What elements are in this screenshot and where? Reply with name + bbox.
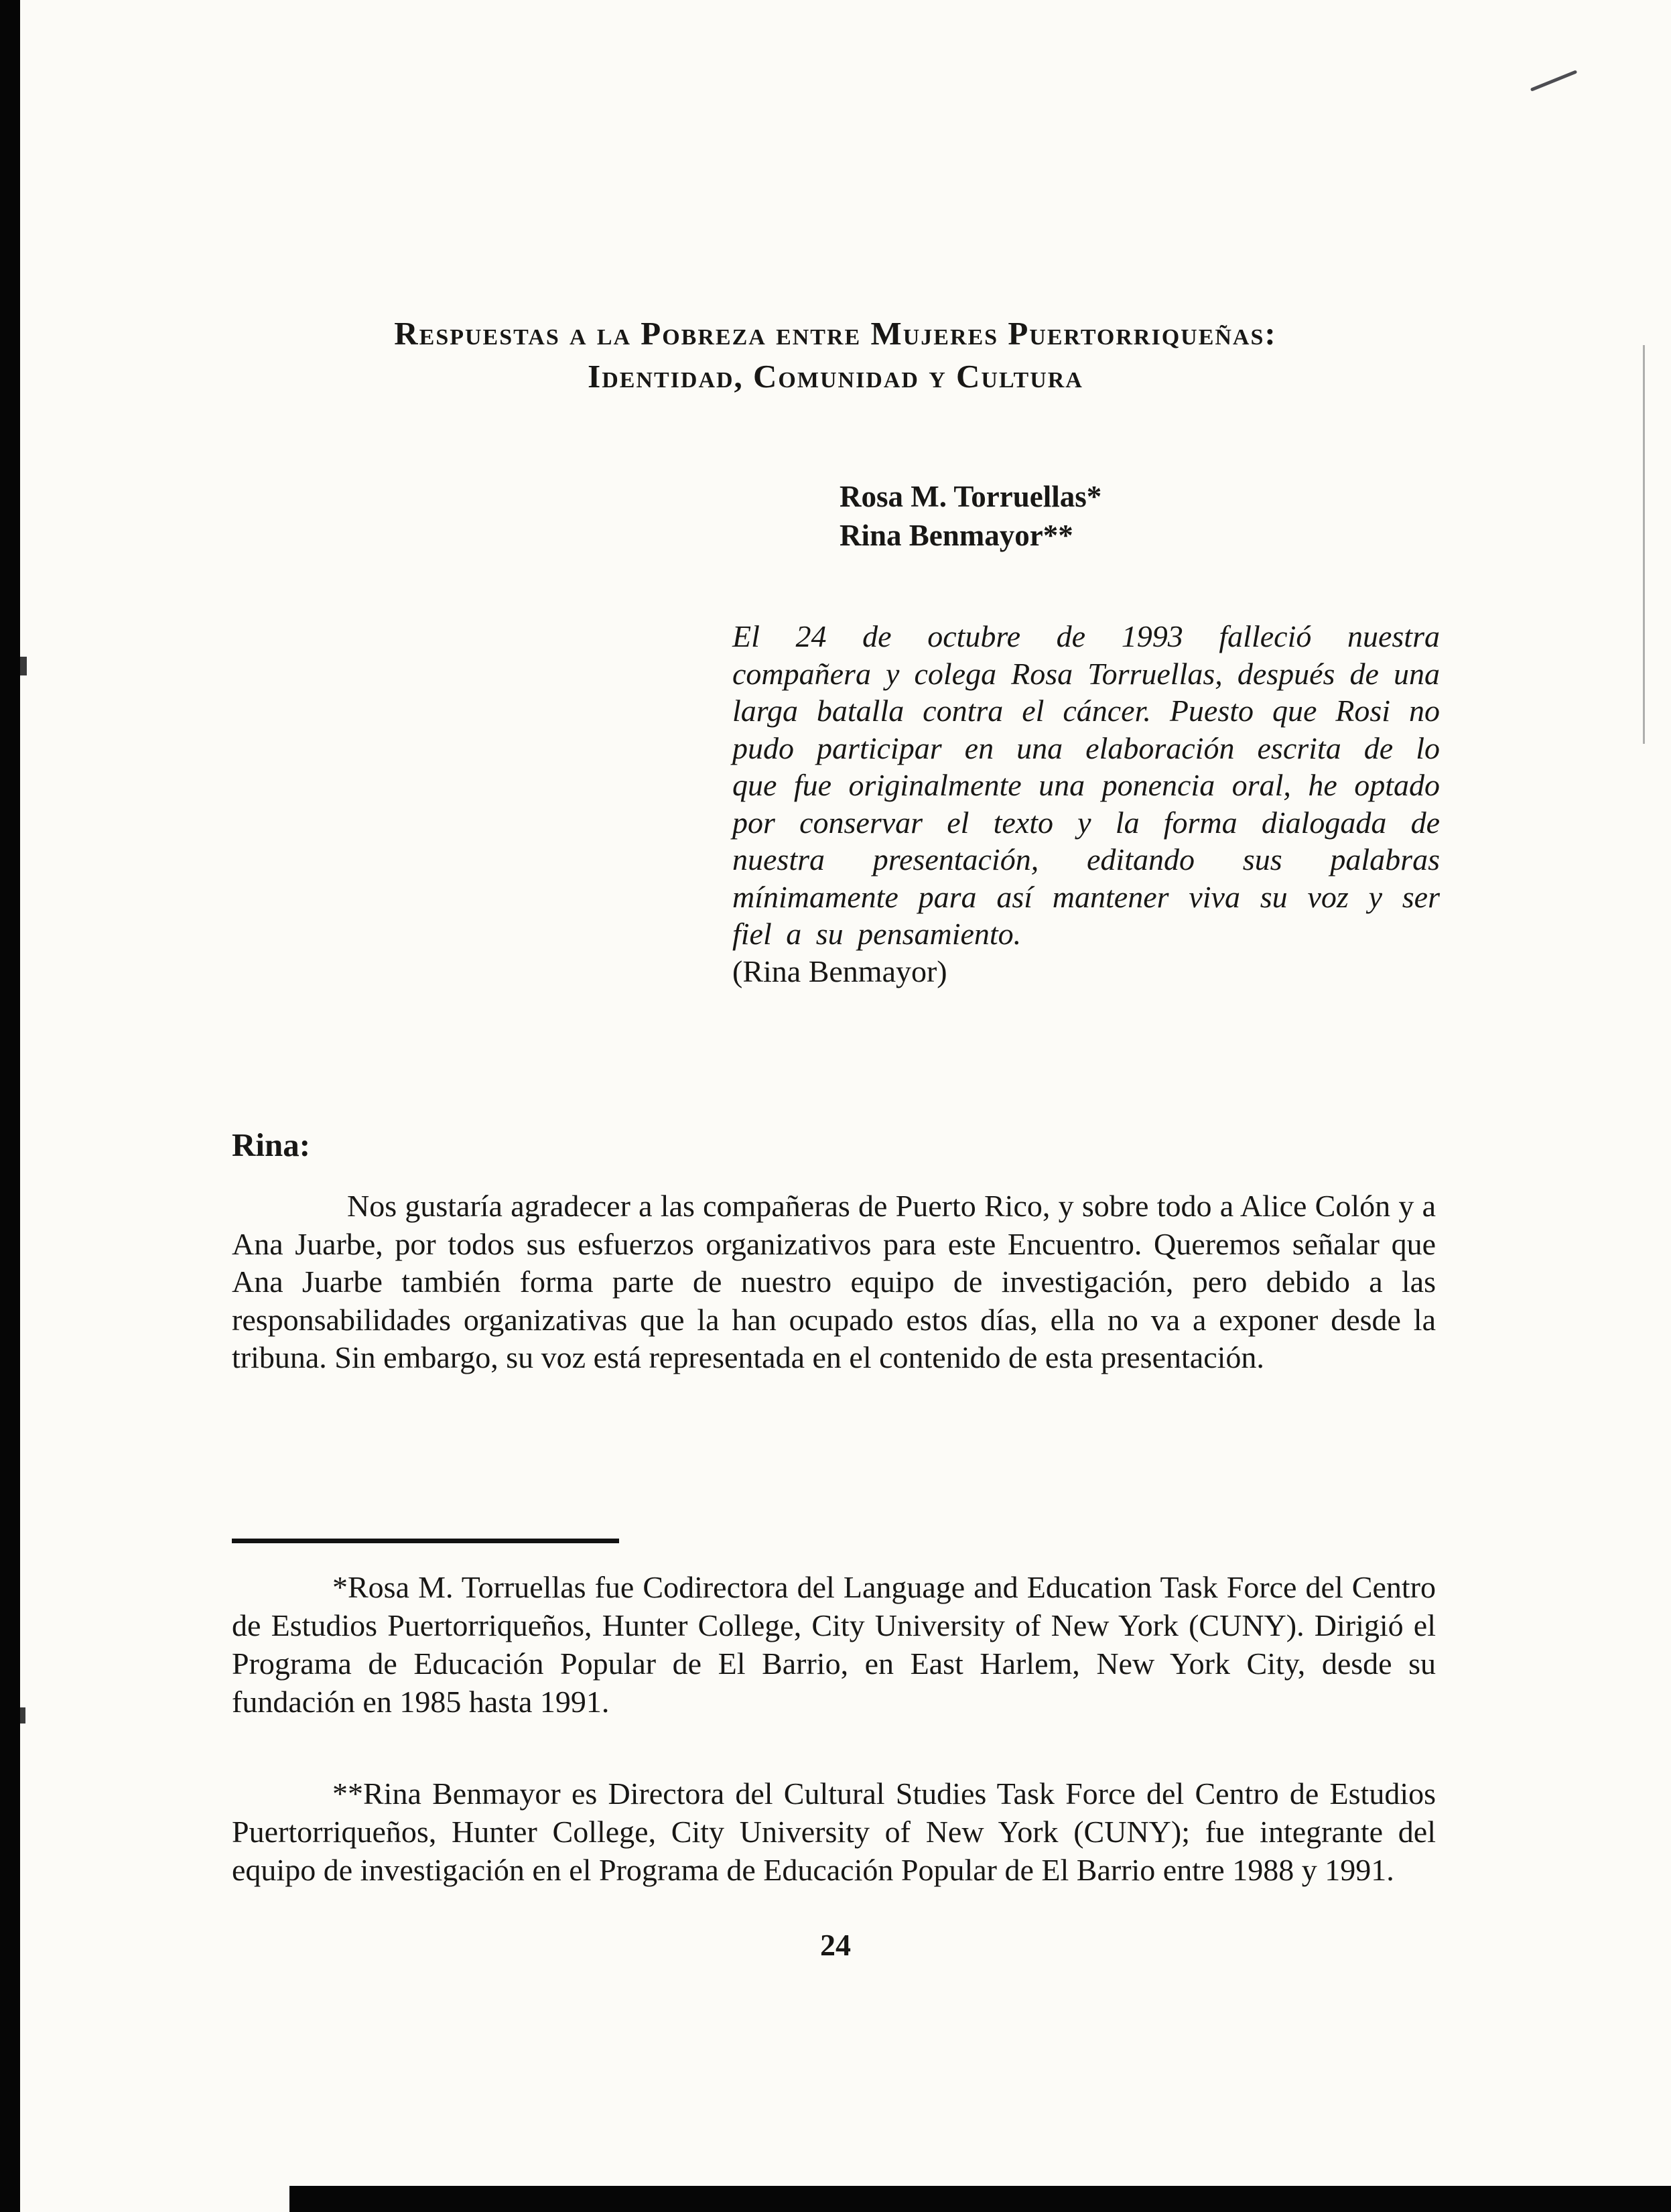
epigraph-text: El 24 de octubre de 1993 falleció nuestra compañera y colega Rosa Torruellas, después de una larga batalla contra el cáncer. Puesto que Rosi no pudo participar en una elaboración escrita de lo que fue originalmente una ponencia oral, he optado por conservar el texto y la forma dialogada de nuestra presentación, editando sus palabras mínimamente para así mantener viva su voz y ser fiel a su pensamiento. (732, 619, 1440, 951)
body-paragraph: Nos gustaría agradecer a las compañeras de Puerto Rico, y sobre todo a Alice Colón y a Ana Juarbe, por todos sus esfuerzos organizativos para este Encuentro. Queremos señalar que Ana Juarbe también forma parte de nuestro equipo de investigación, pero debido a las responsabilidades organizativas que la han ocupado estos días, ella no va a exponer desde la tribuna. Sin embargo, su voz está representada en el contenido de esta presentación. (232, 1189, 1436, 1374)
epigraph-attribution: (Rina Benmayor) (732, 954, 947, 988)
speaker-heading: Rina: (232, 1126, 311, 1163)
paper-title-line1: Respuestas a la Pobreza entre Mujeres Puertorriqueñas: (394, 315, 1277, 352)
scan-tick-lower (20, 1707, 25, 1723)
scan-tick-upper (20, 657, 27, 675)
footnote-separator-rule (232, 1539, 619, 1543)
scan-line-right (1643, 345, 1645, 744)
scan-edge-left-bar (0, 0, 20, 2212)
scan-edge-bottom-bar (289, 2186, 1671, 2212)
paper-title-line2: Identidad, Comunidad y Cultura (588, 358, 1083, 395)
epigraph-block (732, 618, 1440, 990)
footnote-1: *Rosa M. Torruellas fue Codirectora del Language and Education Task Force del Centro de Estudios Puertorriqueños, Hunter College, City University of New York (CUNY). Dirigió el Programa de Educación Popular de El Barrio, en East Harlem, New York City, desde su fundación en 1985 hasta 1991. (232, 1570, 1436, 1719)
footnote-2: **Rina Benmayor es Directora del Cultural Studies Task Force del Centro de Estudios Puertorriqueños, Hunter College, City University of New York (CUNY); fue integrante del equipo de investigación en el Programa de Educación Popular de El Barrio entre 1988 y 1991. (232, 1776, 1436, 1887)
author-name-2: Rina Benmayor** (840, 519, 1073, 552)
pen-mark (1530, 70, 1577, 91)
author-block (840, 477, 1101, 555)
page-number: 24 (820, 1928, 851, 1962)
paper-title (134, 312, 1537, 398)
author-name-1: Rosa M. Torruellas* (840, 480, 1102, 513)
